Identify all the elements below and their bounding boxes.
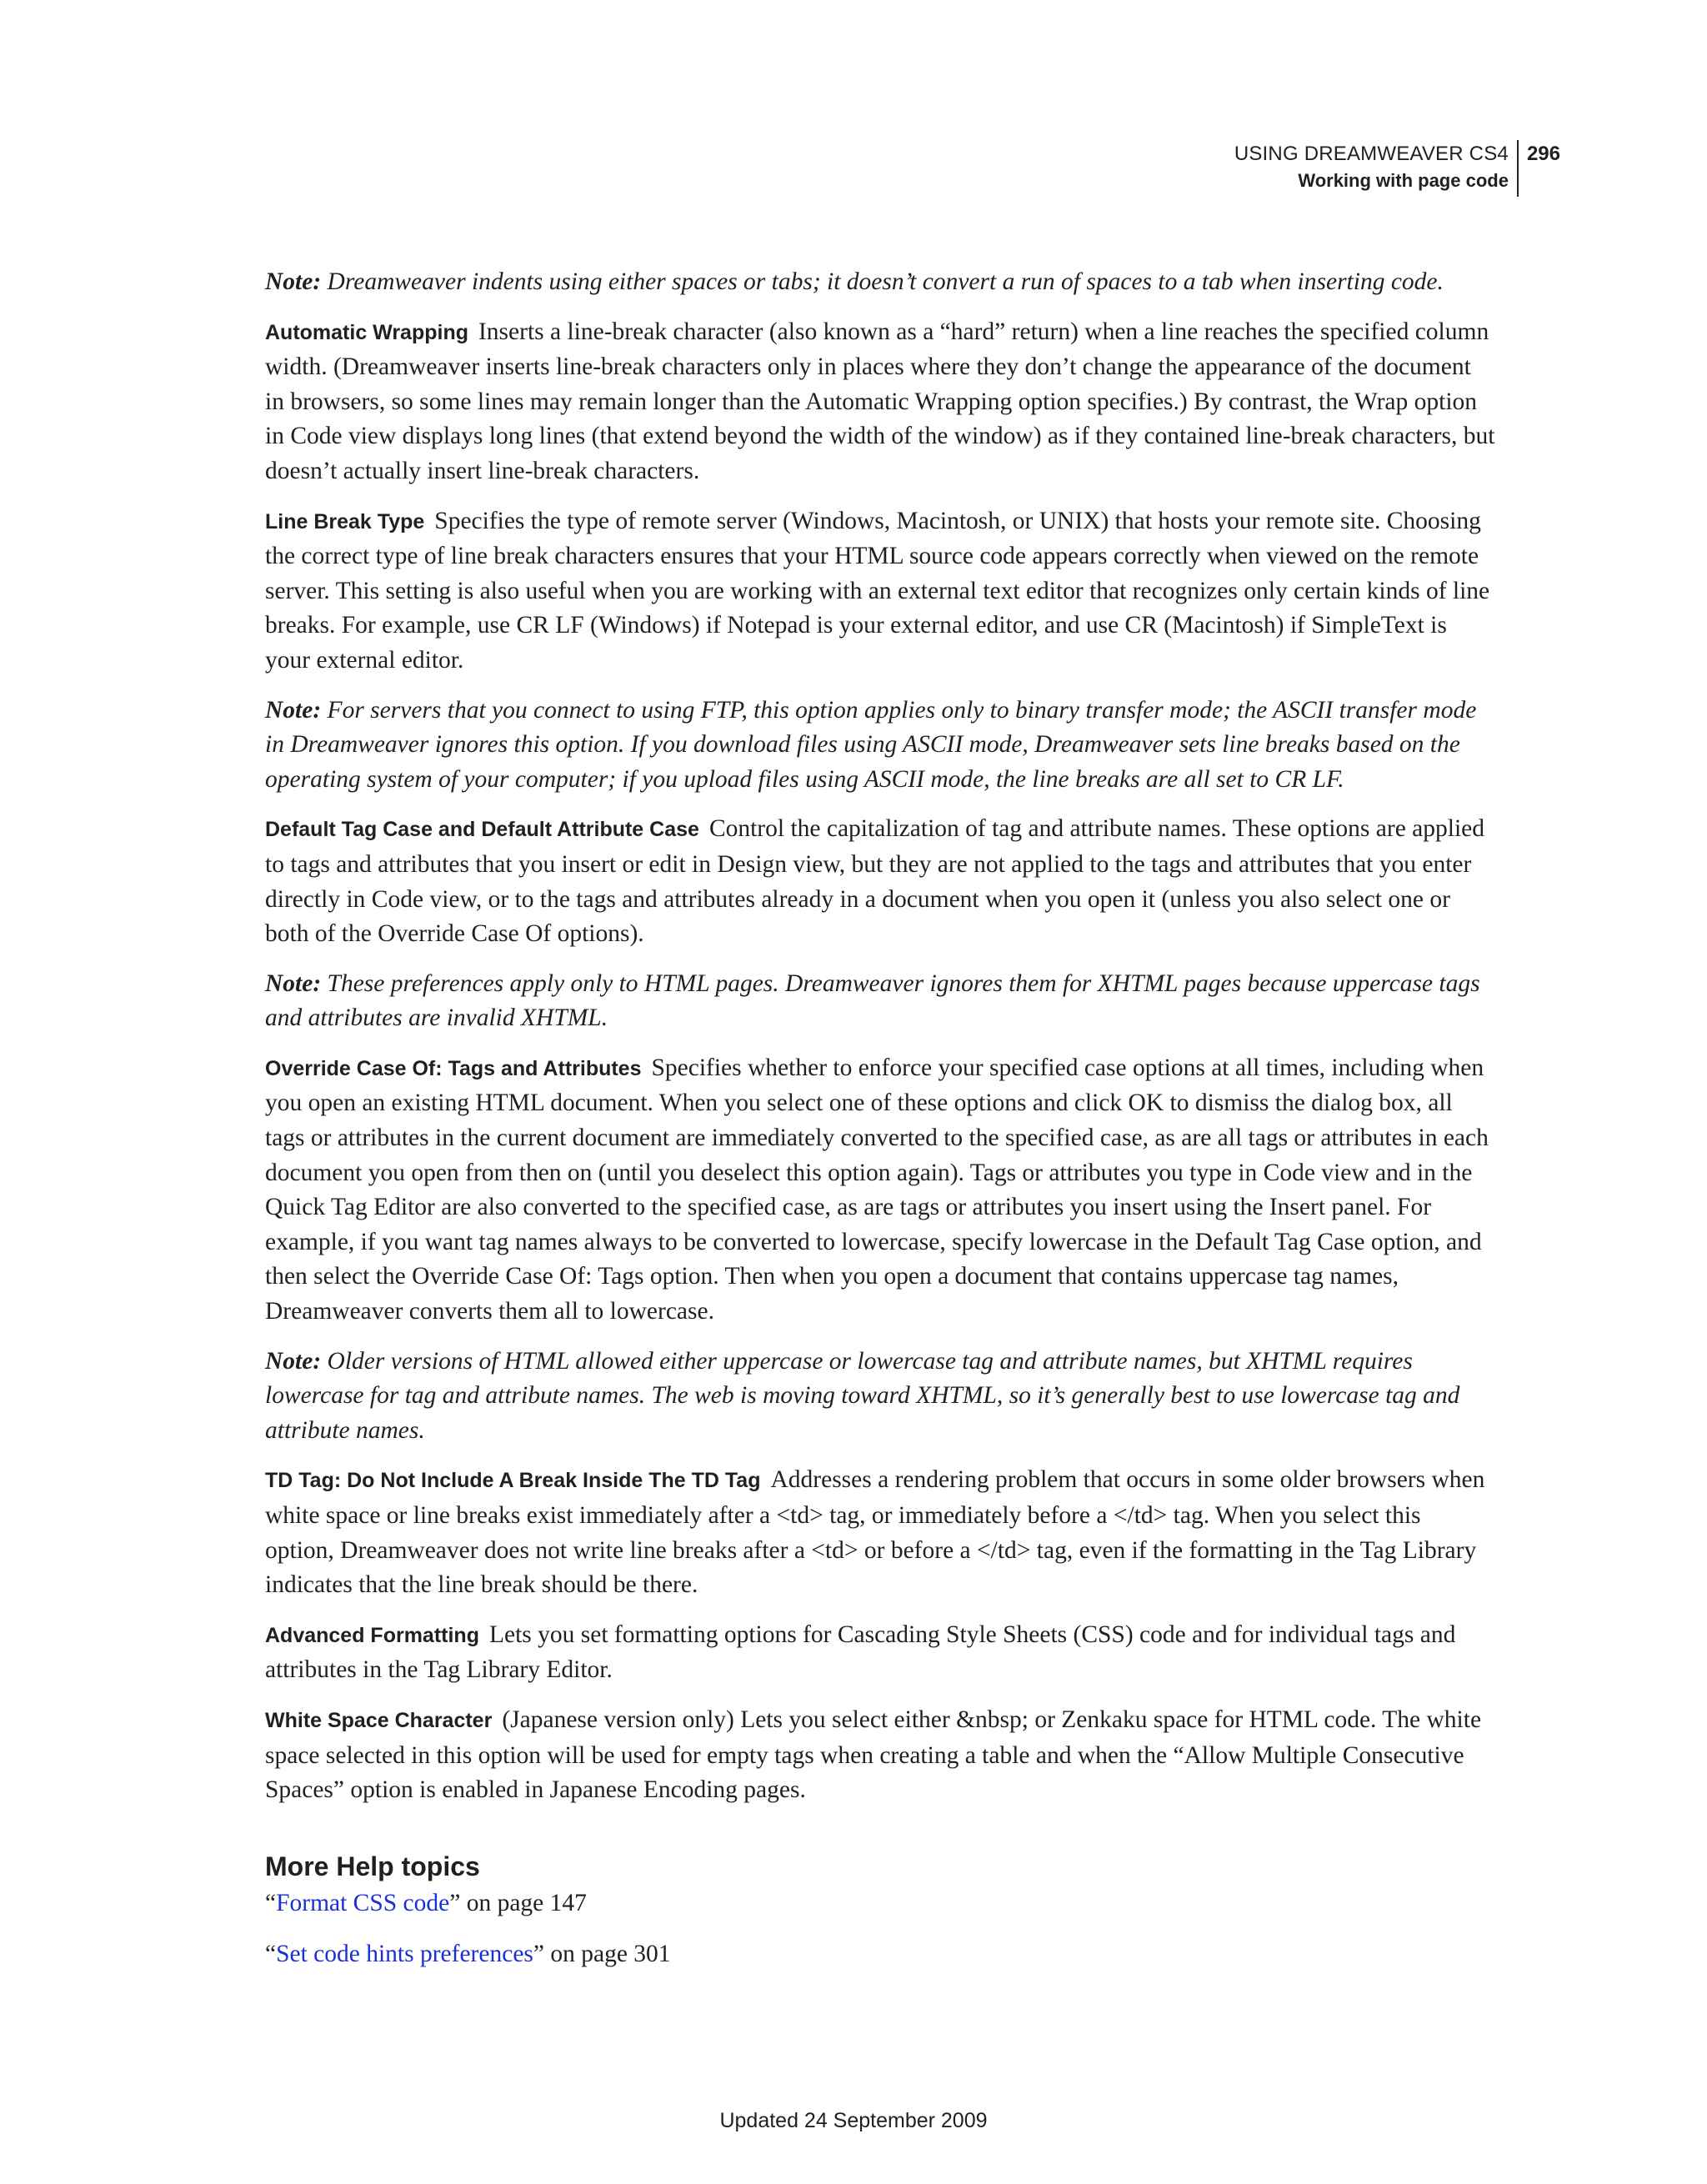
definition-term: Override Case Of: Tags and Attributes xyxy=(265,1056,642,1080)
definition-term: TD Tag: Do Not Include A Break Inside The TD Tag xyxy=(265,1469,761,1493)
definition-text: Inserts a line-break character (also known as a “hard” return) when a line reaches the specified column width. (Dreamweaver inserts line-break characters only in places where they don’t change the appearance of the document in browsers, so some lines may remain longer than the Automatic Wrapping option specifies.) By contrast, the Wrap option in Code view displays long lines (that extend beyond the width of the window) as if they contained line-break characters, but doesn’t actually insert line-break characters. xyxy=(265,318,1495,484)
definition-text: Control the capitalization of tag and attribute names. These options are applied to tags and attributes that you insert or edit in Design view, but they are not applied to the tags and attributes that you enter directly in Code view, or to the tags and attributes already in a document when you open it (unless you also select one or both of the Override Case Of options). xyxy=(265,815,1484,948)
book-title: USING DREAMWEAVER CS4 xyxy=(1234,143,1509,165)
more-help-heading: More Help topics xyxy=(265,1851,480,1881)
definition-td-tag xyxy=(265,1463,1495,1602)
note-xhtml-lowercase xyxy=(265,1345,1495,1449)
definition-term: Default Tag Case and Default Attribute Case xyxy=(265,818,699,842)
definition-text: (Japanese version only) Lets you select either &nbsp; or Zenkaku space for HTML code. The white space selected in this option will be used for empty tags when creating a table and when the “Allow Multiple Consecutive Spaces” option is enabled in Japanese Encoding pages. xyxy=(265,1706,1482,1804)
page-footer: Updated 24 September 2009 xyxy=(719,2109,988,2132)
note-text: These preferences apply only to HTML pages. Dreamweaver ignores them for XHTML pages because uppercase tags and attributes are invalid XHTML. xyxy=(265,969,1480,1032)
definition-text: Specifies the type of remote server (Windows, Macintosh, or UNIX) that hosts your remote site. Choosing the correct type of line break characters ensures that your HTML source code appears correctly when viewed on the remote server. This setting is also useful when you are working with an external text editor that recognizes only certain kinds of line breaks. For example, use CR LF (Windows) if Notepad is your external editor, and use CR (Macintosh) if SimpleText is your external editor. xyxy=(265,507,1490,674)
help-link-row xyxy=(265,1886,1495,1921)
note-html-only xyxy=(265,967,1495,1036)
open-quote: “ xyxy=(265,1889,277,1916)
definition-term: Advanced Formatting xyxy=(265,1623,479,1647)
link-page-ref: ” on page 147 xyxy=(449,1889,587,1916)
definition-term: Line Break Type xyxy=(265,509,425,533)
chapter-title: Working with page code xyxy=(1298,170,1509,191)
note-text: Dreamweaver indents using either spaces or tabs; it doesn’t convert a run of spaces to a tab when inserting code. xyxy=(327,268,1444,295)
help-link-code-hints[interactable]: Set code hints preferences xyxy=(276,1941,533,1968)
open-quote: “ xyxy=(265,1941,277,1968)
header-titles xyxy=(1234,140,1519,197)
page-body xyxy=(265,265,1495,1989)
note-text: For servers that you connect to using FTP, this option applies only to binary transfer mode; the ASCII transfer mode in Dreamweaver ignores this option. If you download files using ASCII mode, Dreamweaver sets line breaks based on the operating system of your computer; if you upload files using ASCII mode, the line breaks are all set to CR LF. xyxy=(265,696,1477,793)
page-number: 296 xyxy=(1526,143,1560,165)
note-ftp xyxy=(265,694,1495,798)
note-indent xyxy=(265,265,1495,300)
link-page-ref: ” on page 301 xyxy=(533,1941,671,1968)
definition-term: White Space Character xyxy=(265,1708,493,1732)
note-text: Older versions of HTML allowed either uppercase or lowercase tag and attribute names, but XHTML requires lowercase for tag and attribute names. The web is moving toward XHTML, so it’s generally best to use lowercase tag and attribute names. xyxy=(265,1347,1460,1444)
definition-advanced-formatting xyxy=(265,1618,1495,1688)
definition-term: Automatic Wrapping xyxy=(265,320,468,344)
definition-white-space-character xyxy=(265,1703,1495,1808)
running-header xyxy=(1234,140,1560,197)
definition-text: Lets you set formatting options for Cascading Style Sheets (CSS) code and for individual tags and attributes in the Tag Library Editor. xyxy=(265,1620,1456,1684)
definition-automatic-wrapping xyxy=(265,315,1495,489)
note-label: Note: xyxy=(265,969,322,997)
help-link-format-css[interactable]: Format CSS code xyxy=(276,1889,450,1916)
definition-text: Addresses a rendering problem that occurs in some older browsers when white space or line breaks exist immediately after a <td> tag, or immediately before a </td> tag. When you select this option, Dreamweaver does not write line breaks after a <td> or before a </td> tag, even if the formatting in the Tag Library indicates that the line break should be there. xyxy=(265,1466,1485,1599)
help-link-row xyxy=(265,1937,1495,1972)
definition-line-break-type xyxy=(265,504,1495,679)
definition-override-case xyxy=(265,1051,1495,1330)
note-label: Note: xyxy=(265,696,322,724)
definition-text: Specifies whether to enforce your specified case options at all times, including when you open an existing HTML document. When you select one of these options and click OK to dismiss the dialog box, all tags or attributes in the current document are immediately converted to the specified case, as are all tags or attributes in each document you open from then on (until you deselect this option again). Tags or attributes you type in Code view and in the Quick Tag Editor are also converted to the specified case, as are tags or attributes you insert using the Insert panel. For example, if you want tag names always to be converted to lowercase, specify lowercase in the Default Tag Case option, and then select the Override Case Of: Tags option. Then when you open a document that contains uppercase tag names, Dreamweaver converts them all to lowercase. xyxy=(265,1054,1489,1325)
definition-default-tag-case xyxy=(265,812,1495,951)
note-label: Note: xyxy=(265,1347,322,1375)
note-label: Note: xyxy=(265,268,322,295)
